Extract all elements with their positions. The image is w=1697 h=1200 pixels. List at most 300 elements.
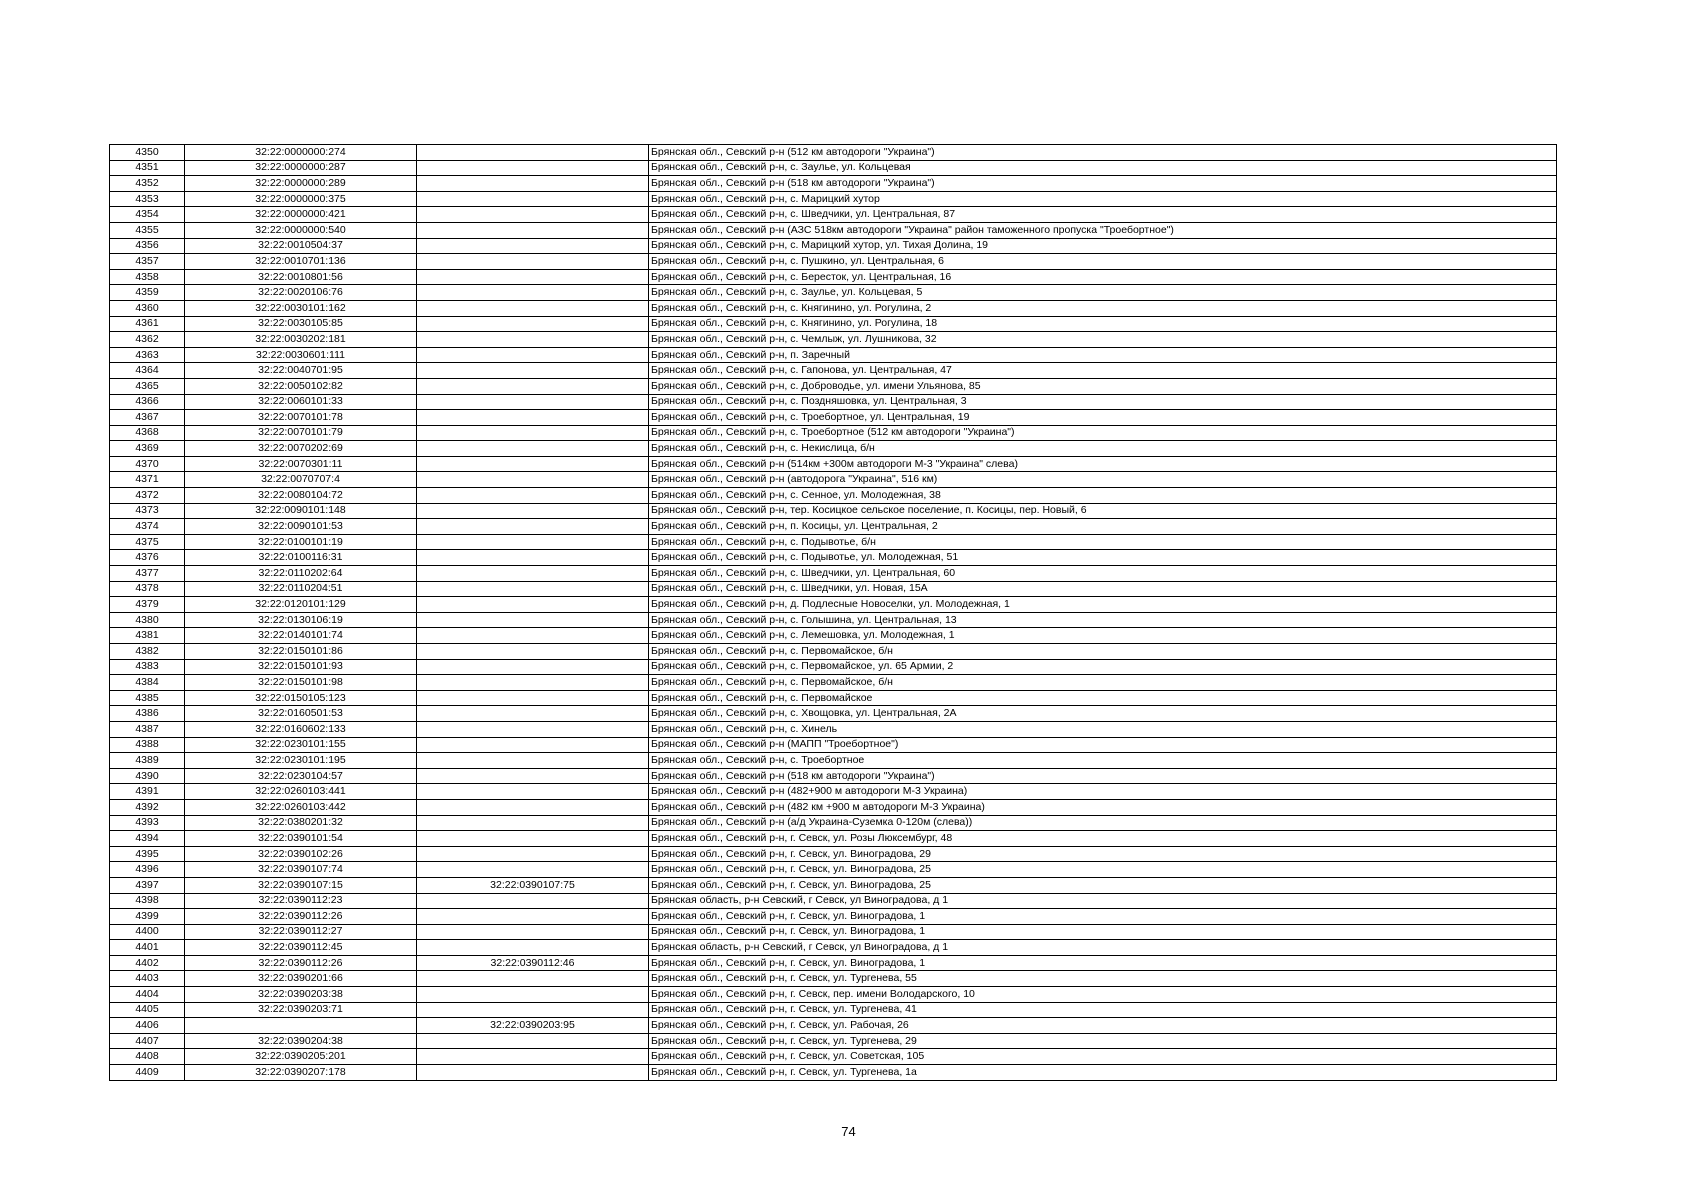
address-cell: Брянская обл., Севский р-н, с. Подывотье, ул. Молодежная, 51 xyxy=(649,550,1557,566)
address-cell: Брянская обл., Севский р-н, г. Севск, ул. Тургенева, 55 xyxy=(649,971,1557,987)
address-cell: Брянская обл., Севский р-н, с. Доброводье, ул. имени Ульянова, 85 xyxy=(649,378,1557,394)
table-row xyxy=(110,488,1557,504)
row-number-cell: 4408 xyxy=(110,1049,185,1065)
secondary-cadastral-number-cell xyxy=(417,784,649,800)
row-number-cell: 4358 xyxy=(110,269,185,285)
row-number-cell: 4393 xyxy=(110,815,185,831)
row-number-cell: 4352 xyxy=(110,176,185,192)
cadastral-number-cell: 32:22:0260103:441 xyxy=(185,784,417,800)
secondary-cadastral-number-cell xyxy=(417,753,649,769)
row-number-cell: 4366 xyxy=(110,394,185,410)
cadastral-number-cell: 32:22:0010504:37 xyxy=(185,238,417,254)
row-number-cell: 4387 xyxy=(110,721,185,737)
secondary-cadastral-number-cell xyxy=(417,737,649,753)
secondary-cadastral-number-cell xyxy=(417,768,649,784)
cadastral-number-cell: 32:22:0110202:64 xyxy=(185,566,417,582)
row-number-cell: 4367 xyxy=(110,410,185,426)
cadastral-number-cell: 32:22:0390203:71 xyxy=(185,1002,417,1018)
cadastral-number-cell: 32:22:0030105:85 xyxy=(185,316,417,332)
table-row xyxy=(110,784,1557,800)
cadastral-number-cell: 32:22:0390112:26 xyxy=(185,909,417,925)
secondary-cadastral-number-cell xyxy=(417,1065,649,1081)
address-cell: Брянская обл., Севский р-н, с. Поздняшовка, ул. Центральная, 3 xyxy=(649,394,1557,410)
cadastral-number-cell: 32:22:0390112:23 xyxy=(185,893,417,909)
cadastral-number-cell: 32:22:0050102:82 xyxy=(185,378,417,394)
secondary-cadastral-number-cell xyxy=(417,566,649,582)
secondary-cadastral-number-cell xyxy=(417,924,649,940)
address-cell: Брянская обл., Севский р-н, г. Севск, ул. Виноградова, 25 xyxy=(649,862,1557,878)
cadastral-number-cell xyxy=(185,1018,417,1034)
table-row xyxy=(110,862,1557,878)
secondary-cadastral-number-cell xyxy=(417,238,649,254)
cadastral-number-cell: 32:22:0230101:195 xyxy=(185,753,417,769)
secondary-cadastral-number-cell xyxy=(417,581,649,597)
table-row xyxy=(110,893,1557,909)
cadastral-number-cell: 32:22:0230101:155 xyxy=(185,737,417,753)
secondary-cadastral-number-cell xyxy=(417,550,649,566)
row-number-cell: 4353 xyxy=(110,191,185,207)
cadastral-number-cell: 32:22:0390203:38 xyxy=(185,987,417,1003)
secondary-cadastral-number-cell xyxy=(417,160,649,176)
table-row xyxy=(110,254,1557,270)
address-cell: Брянская обл., Севский р-н, с. Гапонова, ул. Центральная, 47 xyxy=(649,363,1557,379)
address-cell: Брянская обл., Севский р-н, г. Севск, ул. Виноградова, 1 xyxy=(649,955,1557,971)
row-number-cell: 4404 xyxy=(110,987,185,1003)
table-row xyxy=(110,378,1557,394)
secondary-cadastral-number-cell xyxy=(417,363,649,379)
address-cell: Брянская обл., Севский р-н, г. Севск, ул. Рабочая, 26 xyxy=(649,1018,1557,1034)
row-number-cell: 4351 xyxy=(110,160,185,176)
table-row xyxy=(110,332,1557,348)
table-row xyxy=(110,1049,1557,1065)
secondary-cadastral-number-cell xyxy=(417,644,649,660)
row-number-cell: 4403 xyxy=(110,971,185,987)
table-row xyxy=(110,987,1557,1003)
secondary-cadastral-number-cell xyxy=(417,316,649,332)
address-cell: Брянская обл., Севский р-н, г. Севск, ул. Тургенева, 1а xyxy=(649,1065,1557,1081)
cadastral-number-cell: 32:22:0390101:54 xyxy=(185,831,417,847)
table-row xyxy=(110,909,1557,925)
secondary-cadastral-number-cell xyxy=(417,909,649,925)
row-number-cell: 4381 xyxy=(110,628,185,644)
address-cell: Брянская обл., Севский р-н, с. Некислица, б/н xyxy=(649,441,1557,457)
address-cell: Брянская обл., Севский р-н, с. Шведчики, ул. Центральная, 87 xyxy=(649,207,1557,223)
address-cell: Брянская обл., Севский р-н, г. Севск, ул. Виноградова, 1 xyxy=(649,924,1557,940)
row-number-cell: 4391 xyxy=(110,784,185,800)
cadastral-number-cell: 32:22:0390201:66 xyxy=(185,971,417,987)
row-number-cell: 4406 xyxy=(110,1018,185,1034)
secondary-cadastral-number-cell xyxy=(417,675,649,691)
table-row xyxy=(110,145,1557,161)
table-row xyxy=(110,456,1557,472)
table-row xyxy=(110,519,1557,535)
secondary-cadastral-number-cell xyxy=(417,846,649,862)
table-row xyxy=(110,877,1557,893)
table-row xyxy=(110,207,1557,223)
row-number-cell: 4385 xyxy=(110,690,185,706)
row-number-cell: 4376 xyxy=(110,550,185,566)
table-row xyxy=(110,534,1557,550)
address-cell: Брянская обл., Севский р-н, с. Княгинино, ул. Рогулина, 2 xyxy=(649,300,1557,316)
cadastral-number-cell: 32:22:0060101:33 xyxy=(185,394,417,410)
table-row xyxy=(110,940,1557,956)
secondary-cadastral-number-cell xyxy=(417,456,649,472)
cadastral-number-cell: 32:22:0100116:31 xyxy=(185,550,417,566)
cadastral-number-cell: 32:22:0020106:76 xyxy=(185,285,417,301)
secondary-cadastral-number-cell xyxy=(417,987,649,1003)
address-cell: Брянская обл., Севский р-н, с. Первомайское, б/н xyxy=(649,644,1557,660)
row-number-cell: 4394 xyxy=(110,831,185,847)
row-number-cell: 4397 xyxy=(110,877,185,893)
secondary-cadastral-number-cell xyxy=(417,378,649,394)
row-number-cell: 4384 xyxy=(110,675,185,691)
row-number-cell: 4371 xyxy=(110,472,185,488)
address-cell: Брянская обл., Севский р-н, п. Косицы, ул. Центральная, 2 xyxy=(649,519,1557,535)
row-number-cell: 4354 xyxy=(110,207,185,223)
address-cell: Брянская обл., Севский р-н (а/д Украина-Суземка 0-120м (слева)) xyxy=(649,815,1557,831)
address-cell: Брянская обл., Севский р-н (АЗС 518км автодороги "Украина" район таможенного пропуска "Троебортное") xyxy=(649,222,1557,238)
secondary-cadastral-number-cell xyxy=(417,1002,649,1018)
address-cell: Брянская обл., Севский р-н, тер. Косицкое сельское поселение, п. Косицы, пер. Новый, 6 xyxy=(649,503,1557,519)
table-row xyxy=(110,285,1557,301)
secondary-cadastral-number-cell: 32:22:0390112:46 xyxy=(417,955,649,971)
row-number-cell: 4363 xyxy=(110,347,185,363)
secondary-cadastral-number-cell xyxy=(417,269,649,285)
secondary-cadastral-number-cell xyxy=(417,254,649,270)
table-row xyxy=(110,753,1557,769)
row-number-cell: 4357 xyxy=(110,254,185,270)
secondary-cadastral-number-cell xyxy=(417,410,649,426)
address-cell: Брянская область, р-н Севский, г Севск, ул Виноградова, д 1 xyxy=(649,940,1557,956)
secondary-cadastral-number-cell xyxy=(417,472,649,488)
cadastral-number-cell: 32:22:0390112:27 xyxy=(185,924,417,940)
secondary-cadastral-number-cell xyxy=(417,612,649,628)
cadastral-number-cell: 32:22:0390207:178 xyxy=(185,1065,417,1081)
row-number-cell: 4388 xyxy=(110,737,185,753)
row-number-cell: 4377 xyxy=(110,566,185,582)
secondary-cadastral-number-cell xyxy=(417,425,649,441)
table-row xyxy=(110,706,1557,722)
address-cell: Брянская обл., Севский р-н, с. Лемешовка, ул. Молодежная, 1 xyxy=(649,628,1557,644)
secondary-cadastral-number-cell xyxy=(417,831,649,847)
table-row xyxy=(110,550,1557,566)
address-cell: Брянская обл., Севский р-н, д. Подлесные Новоселки, ул. Молодежная, 1 xyxy=(649,597,1557,613)
address-cell: Брянская обл., Севский р-н, с. Бересток, ул. Центральная, 16 xyxy=(649,269,1557,285)
cadastral-number-cell: 32:22:0260103:442 xyxy=(185,799,417,815)
table-row xyxy=(110,176,1557,192)
row-number-cell: 4378 xyxy=(110,581,185,597)
row-number-cell: 4392 xyxy=(110,799,185,815)
table-row xyxy=(110,971,1557,987)
page-number: 74 xyxy=(841,1124,856,1139)
table-row xyxy=(110,363,1557,379)
secondary-cadastral-number-cell xyxy=(417,1033,649,1049)
address-cell: Брянская обл., Севский р-н, г. Севск, ул. Виноградова, 25 xyxy=(649,877,1557,893)
address-cell: Брянская обл., Севский р-н, г. Севск, ул. Советская, 105 xyxy=(649,1049,1557,1065)
table-row xyxy=(110,269,1557,285)
secondary-cadastral-number-cell xyxy=(417,971,649,987)
cadastral-number-cell: 32:22:0010801:56 xyxy=(185,269,417,285)
secondary-cadastral-number-cell xyxy=(417,300,649,316)
address-cell: Брянская обл., Севский р-н, с. Пушкино, ул. Центральная, 6 xyxy=(649,254,1557,270)
address-cell: Брянская обл., Севский р-н, с. Хинель xyxy=(649,721,1557,737)
address-cell: Брянская обл., Севский р-н, с. Княгинино, ул. Рогулина, 18 xyxy=(649,316,1557,332)
cadastral-number-cell: 32:22:0000000:421 xyxy=(185,207,417,223)
secondary-cadastral-number-cell xyxy=(417,285,649,301)
cadastral-number-cell: 32:22:0070707:4 xyxy=(185,472,417,488)
cadastral-number-cell: 32:22:0000000:540 xyxy=(185,222,417,238)
row-number-cell: 4399 xyxy=(110,909,185,925)
address-cell: Брянская обл., Севский р-н, с. Шведчики, ул. Центральная, 60 xyxy=(649,566,1557,582)
cadastral-number-cell: 32:22:0390204:38 xyxy=(185,1033,417,1049)
secondary-cadastral-number-cell xyxy=(417,145,649,161)
address-cell: Брянская обл., Севский р-н (482 км +900 м автодороги М-3 Украина) xyxy=(649,799,1557,815)
row-number-cell: 4383 xyxy=(110,659,185,675)
address-cell: Брянская обл., Севский р-н, г. Севск, ул. Розы Люксембург, 48 xyxy=(649,831,1557,847)
row-number-cell: 4380 xyxy=(110,612,185,628)
secondary-cadastral-number-cell: 32:22:0390107:75 xyxy=(417,877,649,893)
table-row xyxy=(110,1033,1557,1049)
address-cell: Брянская обл., Севский р-н, с. Шведчики, ул. Новая, 15А xyxy=(649,581,1557,597)
row-number-cell: 4389 xyxy=(110,753,185,769)
cadastral-number-cell: 32:22:0090101:148 xyxy=(185,503,417,519)
address-cell: Брянская область, р-н Севский, г Севск, ул Виноградова, д 1 xyxy=(649,893,1557,909)
table-row xyxy=(110,410,1557,426)
row-number-cell: 4350 xyxy=(110,145,185,161)
address-cell: Брянская обл., Севский р-н, с. Хвощовка, ул. Центральная, 2А xyxy=(649,706,1557,722)
secondary-cadastral-number-cell xyxy=(417,222,649,238)
address-cell: Брянская обл., Севский р-н, с. Первомайское, ул. 65 Армии, 2 xyxy=(649,659,1557,675)
cadastral-number-cell: 32:22:0070202:69 xyxy=(185,441,417,457)
secondary-cadastral-number-cell xyxy=(417,706,649,722)
address-cell: Брянская обл., Севский р-н (512 км автодороги "Украина") xyxy=(649,145,1557,161)
table-row xyxy=(110,191,1557,207)
row-number-cell: 4382 xyxy=(110,644,185,660)
table-row xyxy=(110,644,1557,660)
cadastral-number-cell: 32:22:0100101:19 xyxy=(185,534,417,550)
table-row xyxy=(110,425,1557,441)
cadastral-number-cell: 32:22:0070101:79 xyxy=(185,425,417,441)
address-cell: Брянская обл., Севский р-н, с. Первомайское, б/н xyxy=(649,675,1557,691)
address-cell: Брянская обл., Севский р-н, с. Марицкий хутор, ул. Тихая Долина, 19 xyxy=(649,238,1557,254)
secondary-cadastral-number-cell xyxy=(417,862,649,878)
address-cell: Брянская обл., Севский р-н (МАПП "Троебортное") xyxy=(649,737,1557,753)
address-cell: Брянская обл., Севский р-н, г. Севск, ул. Тургенева, 41 xyxy=(649,1002,1557,1018)
table-row xyxy=(110,1065,1557,1081)
secondary-cadastral-number-cell xyxy=(417,488,649,504)
row-number-cell: 4395 xyxy=(110,846,185,862)
table-row xyxy=(110,300,1557,316)
cadastral-number-cell: 32:22:0380201:32 xyxy=(185,815,417,831)
row-number-cell: 4386 xyxy=(110,706,185,722)
row-number-cell: 4373 xyxy=(110,503,185,519)
row-number-cell: 4361 xyxy=(110,316,185,332)
address-cell: Брянская обл., Севский р-н (автодорога "Украина", 516 км) xyxy=(649,472,1557,488)
table-row xyxy=(110,441,1557,457)
secondary-cadastral-number-cell xyxy=(417,332,649,348)
secondary-cadastral-number-cell xyxy=(417,534,649,550)
table-row xyxy=(110,503,1557,519)
cadastral-number-cell: 32:22:0230104:57 xyxy=(185,768,417,784)
cadastral-number-cell: 32:22:0120101:129 xyxy=(185,597,417,613)
row-number-cell: 4364 xyxy=(110,363,185,379)
row-number-cell: 4368 xyxy=(110,425,185,441)
secondary-cadastral-number-cell xyxy=(417,597,649,613)
table-row xyxy=(110,737,1557,753)
cadastral-number-cell: 32:22:0090101:53 xyxy=(185,519,417,535)
row-number-cell: 4359 xyxy=(110,285,185,301)
cadastral-number-cell: 32:22:0000000:289 xyxy=(185,176,417,192)
table-row xyxy=(110,566,1557,582)
row-number-cell: 4400 xyxy=(110,924,185,940)
table-row xyxy=(110,955,1557,971)
secondary-cadastral-number-cell xyxy=(417,503,649,519)
row-number-cell: 4355 xyxy=(110,222,185,238)
cadastral-number-cell: 32:22:0150101:98 xyxy=(185,675,417,691)
table-row xyxy=(110,238,1557,254)
secondary-cadastral-number-cell xyxy=(417,799,649,815)
table-row xyxy=(110,721,1557,737)
cadastral-number-cell: 32:22:0390107:15 xyxy=(185,877,417,893)
table-row xyxy=(110,612,1557,628)
table-row xyxy=(110,160,1557,176)
address-cell: Брянская обл., Севский р-н, с. Троебортное, ул. Центральная, 19 xyxy=(649,410,1557,426)
secondary-cadastral-number-cell xyxy=(417,394,649,410)
secondary-cadastral-number-cell xyxy=(417,659,649,675)
table-row xyxy=(110,924,1557,940)
table-row xyxy=(110,768,1557,784)
table-row xyxy=(110,222,1557,238)
address-cell: Брянская обл., Севский р-н (514км +300м автодороги М-3 "Украина" слева) xyxy=(649,456,1557,472)
table-row xyxy=(110,675,1557,691)
table-row xyxy=(110,1018,1557,1034)
secondary-cadastral-number-cell xyxy=(417,441,649,457)
cadastral-number-cell: 32:22:0390112:26 xyxy=(185,955,417,971)
secondary-cadastral-number-cell xyxy=(417,940,649,956)
address-cell: Брянская обл., Севский р-н, с. Чемлыж, ул. Лушникова, 32 xyxy=(649,332,1557,348)
table-row xyxy=(110,831,1557,847)
table-row xyxy=(110,1002,1557,1018)
row-number-cell: 4390 xyxy=(110,768,185,784)
row-number-cell: 4401 xyxy=(110,940,185,956)
cadastral-number-cell: 32:22:0030101:162 xyxy=(185,300,417,316)
row-number-cell: 4405 xyxy=(110,1002,185,1018)
cadastral-number-cell: 32:22:0000000:375 xyxy=(185,191,417,207)
registry-table-body xyxy=(110,145,1557,1081)
row-number-cell: 4379 xyxy=(110,597,185,613)
row-number-cell: 4402 xyxy=(110,955,185,971)
address-cell: Брянская обл., Севский р-н, с. Заулье, ул. Кольцевая xyxy=(649,160,1557,176)
table-row xyxy=(110,347,1557,363)
cadastral-number-cell: 32:22:0000000:274 xyxy=(185,145,417,161)
cadastral-number-cell: 32:22:0390112:45 xyxy=(185,940,417,956)
secondary-cadastral-number-cell: 32:22:0390203:95 xyxy=(417,1018,649,1034)
address-cell: Брянская обл., Севский р-н, п. Заречный xyxy=(649,347,1557,363)
secondary-cadastral-number-cell xyxy=(417,893,649,909)
table-row xyxy=(110,690,1557,706)
row-number-cell: 4398 xyxy=(110,893,185,909)
cadastral-number-cell: 32:22:0150101:93 xyxy=(185,659,417,675)
row-number-cell: 4375 xyxy=(110,534,185,550)
address-cell: Брянская обл., Севский р-н, с. Заулье, ул. Кольцевая, 5 xyxy=(649,285,1557,301)
secondary-cadastral-number-cell xyxy=(417,191,649,207)
cadastral-registry-table xyxy=(109,144,1557,1081)
address-cell: Брянская обл., Севский р-н, г. Севск, пер. имени Володарского, 10 xyxy=(649,987,1557,1003)
table-row xyxy=(110,815,1557,831)
cadastral-number-cell: 32:22:0160501:53 xyxy=(185,706,417,722)
secondary-cadastral-number-cell xyxy=(417,815,649,831)
row-number-cell: 4360 xyxy=(110,300,185,316)
address-cell: Брянская обл., Севский р-н, с. Первомайское xyxy=(649,690,1557,706)
secondary-cadastral-number-cell xyxy=(417,176,649,192)
secondary-cadastral-number-cell xyxy=(417,519,649,535)
address-cell: Брянская обл., Севский р-н (518 км автодороги "Украина") xyxy=(649,768,1557,784)
cadastral-number-cell: 32:22:0040701:95 xyxy=(185,363,417,379)
cadastral-number-cell: 32:22:0160602:133 xyxy=(185,721,417,737)
address-cell: Брянская обл., Севский р-н (482+900 м автодороги М-3 Украина) xyxy=(649,784,1557,800)
row-number-cell: 4374 xyxy=(110,519,185,535)
row-number-cell: 4365 xyxy=(110,378,185,394)
table-row xyxy=(110,659,1557,675)
cadastral-number-cell: 32:22:0130106:19 xyxy=(185,612,417,628)
cadastral-number-cell: 32:22:0390205:201 xyxy=(185,1049,417,1065)
row-number-cell: 4372 xyxy=(110,488,185,504)
cadastral-number-cell: 32:22:0070301:11 xyxy=(185,456,417,472)
cadastral-number-cell: 32:22:0140101:74 xyxy=(185,628,417,644)
cadastral-number-cell: 32:22:0070101:78 xyxy=(185,410,417,426)
address-cell: Брянская обл., Севский р-н, с. Троебортное (512 км автодороги "Украина") xyxy=(649,425,1557,441)
row-number-cell: 4356 xyxy=(110,238,185,254)
cadastral-number-cell: 32:22:0030601:111 xyxy=(185,347,417,363)
address-cell: Брянская обл., Севский р-н, г. Севск, ул. Тургенева, 29 xyxy=(649,1033,1557,1049)
address-cell: Брянская обл., Севский р-н (518 км автодороги "Украина") xyxy=(649,176,1557,192)
cadastral-number-cell: 32:22:0390107:74 xyxy=(185,862,417,878)
cadastral-number-cell: 32:22:0110204:51 xyxy=(185,581,417,597)
cadastral-number-cell: 32:22:0000000:287 xyxy=(185,160,417,176)
address-cell: Брянская обл., Севский р-н, с. Голышина, ул. Центральная, 13 xyxy=(649,612,1557,628)
row-number-cell: 4369 xyxy=(110,441,185,457)
table-row xyxy=(110,846,1557,862)
cadastral-number-cell: 32:22:0150105:123 xyxy=(185,690,417,706)
cadastral-number-cell: 32:22:0150101:86 xyxy=(185,644,417,660)
table-row xyxy=(110,628,1557,644)
secondary-cadastral-number-cell xyxy=(417,690,649,706)
table-row xyxy=(110,316,1557,332)
secondary-cadastral-number-cell xyxy=(417,207,649,223)
address-cell: Брянская обл., Севский р-н, с. Троебортное xyxy=(649,753,1557,769)
row-number-cell: 4396 xyxy=(110,862,185,878)
table-row xyxy=(110,472,1557,488)
table-row xyxy=(110,799,1557,815)
address-cell: Брянская обл., Севский р-н, г. Севск, ул. Виноградова, 1 xyxy=(649,909,1557,925)
address-cell: Брянская обл., Севский р-н, г. Севск, ул. Виноградова, 29 xyxy=(649,846,1557,862)
row-number-cell: 4362 xyxy=(110,332,185,348)
row-number-cell: 4409 xyxy=(110,1065,185,1081)
address-cell: Брянская обл., Севский р-н, с. Подывотье, б/н xyxy=(649,534,1557,550)
cadastral-number-cell: 32:22:0080104:72 xyxy=(185,488,417,504)
secondary-cadastral-number-cell xyxy=(417,628,649,644)
cadastral-number-cell: 32:22:0390102:26 xyxy=(185,846,417,862)
cadastral-number-cell: 32:22:0030202:181 xyxy=(185,332,417,348)
table-row xyxy=(110,581,1557,597)
row-number-cell: 4370 xyxy=(110,456,185,472)
secondary-cadastral-number-cell xyxy=(417,347,649,363)
secondary-cadastral-number-cell xyxy=(417,721,649,737)
table-row xyxy=(110,597,1557,613)
row-number-cell: 4407 xyxy=(110,1033,185,1049)
address-cell: Брянская обл., Севский р-н, с. Сенное, ул. Молодежная, 38 xyxy=(649,488,1557,504)
table-row xyxy=(110,394,1557,410)
